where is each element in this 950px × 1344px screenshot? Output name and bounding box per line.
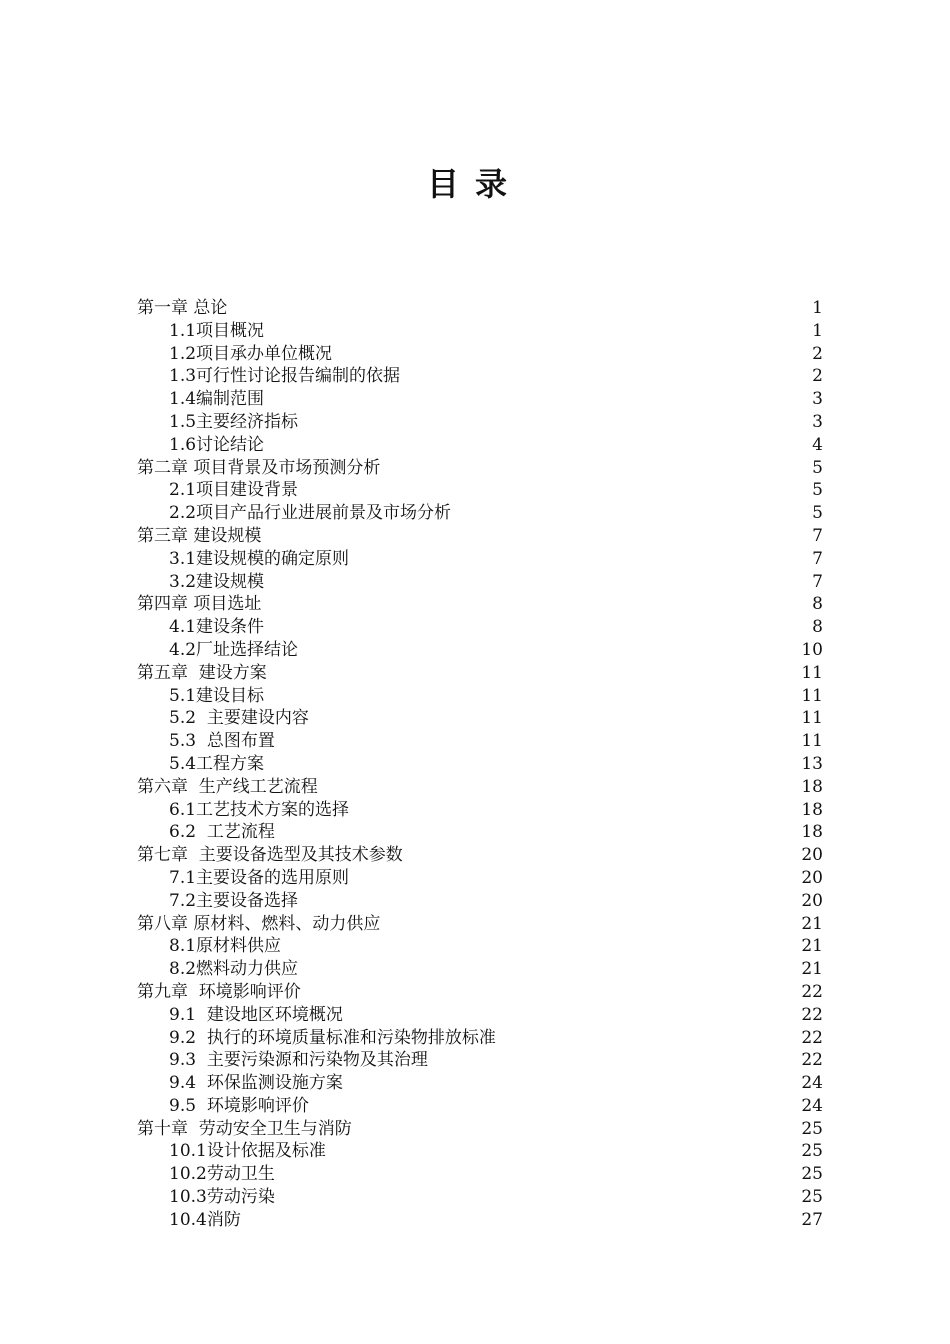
toc-entry-label: 第八章 原材料、燃料、动力供应 <box>137 913 381 934</box>
toc-page-number: 27 <box>801 1209 823 1230</box>
toc-section-entry[interactable] <box>137 548 823 571</box>
toc-section-entry[interactable] <box>137 1004 823 1027</box>
toc-section-entry[interactable] <box>137 867 823 890</box>
toc-chapter-entry[interactable] <box>137 297 823 320</box>
toc-section-entry[interactable] <box>137 730 823 753</box>
toc-entry-label: 2.2项目产品行业进展前景及市场分析 <box>169 503 452 524</box>
toc-page-number: 20 <box>801 867 823 888</box>
toc-page-number: 21 <box>801 959 823 980</box>
toc-page-number: 4 <box>812 434 823 455</box>
toc-entry-label: 9.2 执行的环境质量标准和污染物排放标准 <box>169 1027 496 1048</box>
toc-entry-label: 第十章 劳动安全卫生与消防 <box>137 1118 352 1139</box>
toc-page-number: 7 <box>812 548 823 569</box>
toc-chapter-entry[interactable] <box>137 1118 823 1141</box>
toc-section-entry[interactable] <box>137 753 823 776</box>
toc-chapter-entry[interactable] <box>137 981 823 1004</box>
toc-page-number: 22 <box>801 981 823 1002</box>
toc-section-entry[interactable] <box>137 1049 823 1072</box>
toc-entry-label: 9.1 建设地区环境概况 <box>169 1004 343 1025</box>
toc-entry-label: 9.3 主要污染源和污染物及其治理 <box>169 1050 428 1071</box>
toc-section-entry[interactable] <box>137 1140 823 1163</box>
toc-entry-label: 5.3 总图布置 <box>169 731 275 752</box>
toc-entry-label: 第七章 主要设备选型及其技术参数 <box>137 845 403 866</box>
toc-entry-label: 7.1主要设备的选用原则 <box>169 867 350 888</box>
toc-page-number: 2 <box>812 366 823 387</box>
toc-entry-label: 7.2主要设备选择 <box>169 890 299 911</box>
toc-page-number: 25 <box>801 1118 823 1139</box>
toc-page-number: 24 <box>801 1073 823 1094</box>
toc-page-number: 18 <box>801 822 823 843</box>
toc-chapter-entry[interactable] <box>137 776 823 799</box>
page-title: 目录 <box>426 165 523 203</box>
toc-chapter-entry[interactable] <box>137 913 823 936</box>
toc-page-number: 7 <box>812 525 823 546</box>
toc-entry-label: 5.4工程方案 <box>169 753 265 774</box>
toc-page-number: 2 <box>812 343 823 364</box>
toc-section-entry[interactable] <box>137 434 823 457</box>
toc-section-entry[interactable] <box>137 479 823 502</box>
toc-chapter-entry[interactable] <box>137 662 823 685</box>
toc-entry-label: 5.2 主要建设内容 <box>169 708 309 729</box>
toc-section-entry[interactable] <box>137 1027 823 1050</box>
toc-entry-label: 10.4消防 <box>169 1209 241 1230</box>
toc-page-number: 22 <box>801 1027 823 1048</box>
toc-entry-label: 4.2厂址选择结论 <box>169 639 299 660</box>
toc-page-number: 22 <box>801 1004 823 1025</box>
toc-entry-label: 第一章 总论 <box>137 298 228 318</box>
toc-entry-label: 8.2燃料动力供应 <box>169 959 299 980</box>
toc-page-number: 21 <box>801 913 823 934</box>
toc-page-number: 5 <box>812 503 823 524</box>
toc-page-number: 3 <box>812 411 823 432</box>
toc-entry-label: 1.3可行性讨论报告编制的依据 <box>169 366 401 387</box>
toc-page-number: 5 <box>812 457 823 478</box>
toc-entry-label: 第五章 建设方案 <box>137 662 267 683</box>
toc-section-entry[interactable] <box>137 799 823 822</box>
toc-entry-label: 6.2 工艺流程 <box>169 822 275 843</box>
toc-page-number: 11 <box>801 662 823 683</box>
toc-entry-label: 第三章 建设规模 <box>137 525 262 546</box>
toc-page-number: 24 <box>801 1095 823 1116</box>
toc-page-number: 10 <box>801 639 823 660</box>
toc-page-number: 11 <box>801 685 823 706</box>
toc-entry-label: 2.1项目建设背景 <box>169 480 299 501</box>
toc-entry-label: 第九章 环境影响评价 <box>137 981 301 1002</box>
toc-entry-label: 3.2建设规模 <box>169 571 265 592</box>
toc-entry-label: 第四章 项目选址 <box>137 594 262 615</box>
toc-entry-label: 4.1建设条件 <box>169 617 265 638</box>
toc-section-entry[interactable] <box>137 343 823 366</box>
toc-page-number: 1 <box>812 320 823 341</box>
toc-page-number: 8 <box>812 594 823 615</box>
toc-section-entry[interactable] <box>137 639 823 662</box>
toc-section-entry[interactable] <box>137 616 823 639</box>
toc-section-entry[interactable] <box>137 1209 823 1232</box>
toc-entry-label: 8.1原材料供应 <box>169 936 282 957</box>
toc-page-number: 20 <box>801 890 823 911</box>
toc-entry-label: 9.5 环境影响评价 <box>169 1095 309 1116</box>
table-of-contents <box>137 297 823 1232</box>
toc-section-entry[interactable] <box>137 958 823 981</box>
toc-section-entry[interactable] <box>137 1095 823 1118</box>
toc-entry-label: 1.1项目概况 <box>169 320 265 341</box>
toc-page-number: 11 <box>801 731 823 752</box>
toc-entry-label: 1.4编制范围 <box>169 389 265 410</box>
toc-chapter-entry[interactable] <box>137 457 823 480</box>
toc-section-entry[interactable] <box>137 571 823 594</box>
toc-section-entry[interactable] <box>137 935 823 958</box>
toc-section-entry[interactable] <box>137 388 823 411</box>
toc-entry-label: 6.1工艺技术方案的选择 <box>169 799 350 820</box>
toc-entry-label: 5.1建设目标 <box>169 685 265 706</box>
toc-page-number: 8 <box>812 617 823 638</box>
toc-page-number: 20 <box>801 845 823 866</box>
toc-entry-label: 10.1设计依据及标准 <box>169 1141 326 1162</box>
toc-page-number: 25 <box>801 1141 823 1162</box>
toc-page-number: 25 <box>801 1164 823 1185</box>
toc-entry-label: 1.6讨论结论 <box>169 434 265 455</box>
toc-chapter-entry[interactable] <box>137 593 823 616</box>
toc-page-number: 1 <box>812 298 823 318</box>
toc-page-number: 22 <box>801 1050 823 1071</box>
toc-page-number: 3 <box>812 389 823 410</box>
toc-section-entry[interactable] <box>137 685 823 708</box>
toc-section-entry[interactable] <box>137 1186 823 1209</box>
toc-section-entry[interactable] <box>137 821 823 844</box>
toc-section-entry[interactable] <box>137 890 823 913</box>
toc-section-entry[interactable] <box>137 320 823 343</box>
toc-page-number: 18 <box>801 776 823 797</box>
toc-section-entry[interactable] <box>137 502 823 525</box>
toc-section-entry[interactable] <box>137 365 823 388</box>
toc-page-number: 18 <box>801 799 823 820</box>
toc-page-number: 7 <box>812 571 823 592</box>
toc-page-number: 13 <box>801 753 823 774</box>
toc-entry-label: 第二章 项目背景及市场预测分析 <box>137 457 381 478</box>
toc-entry-label: 1.2项目承办单位概况 <box>169 343 333 364</box>
toc-entry-label: 1.5主要经济指标 <box>169 411 299 432</box>
toc-entry-label: 10.2劳动卫生 <box>169 1164 275 1185</box>
toc-page-number: 21 <box>801 936 823 957</box>
toc-section-entry[interactable] <box>137 707 823 730</box>
toc-page-number: 25 <box>801 1187 823 1208</box>
toc-chapter-entry[interactable] <box>137 525 823 548</box>
toc-entry-label: 9.4 环保监测设施方案 <box>169 1073 343 1094</box>
toc-chapter-entry[interactable] <box>137 844 823 867</box>
toc-page-number: 5 <box>812 480 823 501</box>
toc-entry-label: 10.3劳动污染 <box>169 1187 275 1208</box>
toc-section-entry[interactable] <box>137 1163 823 1186</box>
toc-section-entry[interactable] <box>137 1072 823 1095</box>
toc-entry-label: 3.1建设规模的确定原则 <box>169 548 350 569</box>
toc-entry-label: 第六章 生产线工艺流程 <box>137 776 318 797</box>
toc-page-number: 11 <box>801 708 823 729</box>
toc-section-entry[interactable] <box>137 411 823 434</box>
